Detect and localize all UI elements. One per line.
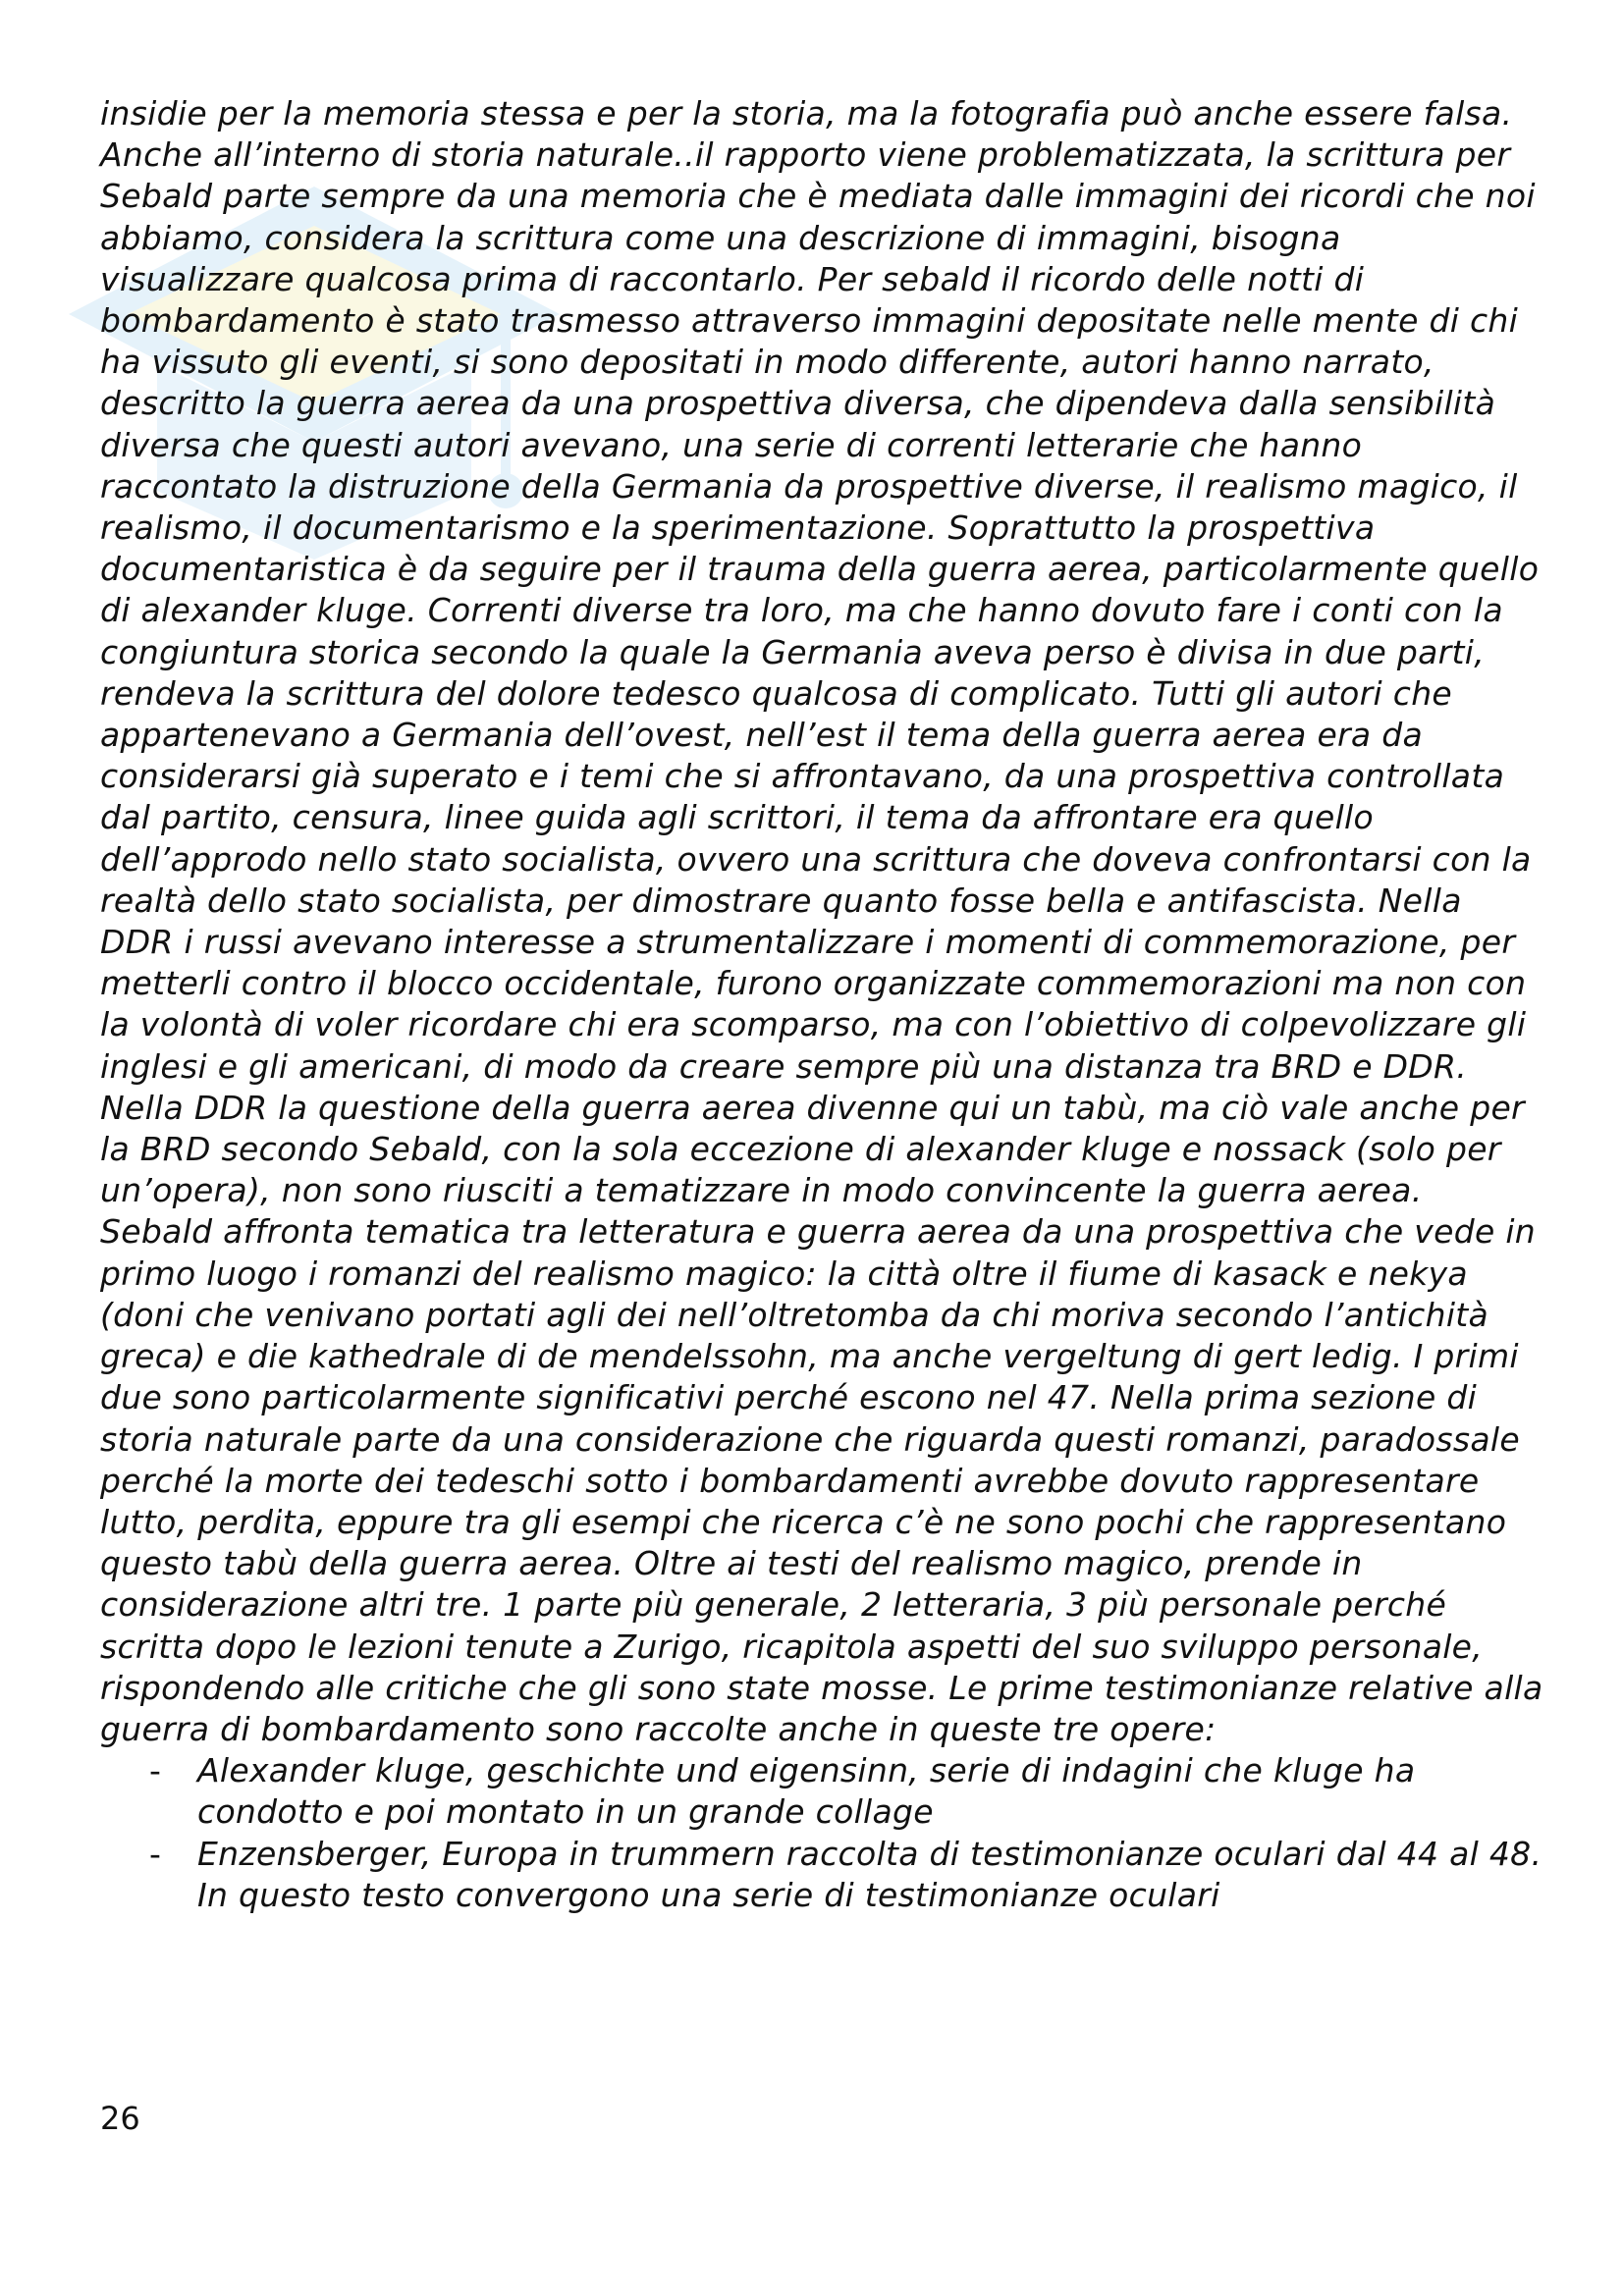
paragraph: Sebald affronta tematica tra letteratura e guerra aerea da una prospettiva che vede in primo luogo i romanzi del realismo magico: la città oltre il fiume di kasack e nekya (doni che venivano portati agli dei nell’oltretomba da chi moriva secondo l’antichità greca) e die kathedrale di de mendelssohn, ma anche vergeltung di gert ledig. I primi due sono particolarmente significativi perché escono nel 47. Nella prima sezione di storia naturale parte da una considerazione che riguarda questi romanzi, paradossale perché la morte dei tedeschi sotto i bombardamenti avrebbe dovuto rappresentare lutto, perdita, eppure tra gli esempi che ricerca c’è ne sono pochi che rappresentano questo tabù della guerra aerea. Oltre ai testi del realismo magico, prende in considerazione altri tre. 1 parte più generale, 2 letteraria, 3 più personale perché scritta dopo le lezioni tenute a Zurigo, ricapitola aspetti del suo sviluppo personale, rispondendo alle critiche che gli sono state mosse. Le prime testimonianze relative alla guerra di bombardamento sono raccolte anche in queste tre opere:	[100, 1212, 1543, 1748]
bullet-text: Alexander kluge, geschichte und eigensinn, serie di indagini che kluge ha condotto e poi montato in un grande collage	[197, 1751, 1416, 1832]
document-body	[100, 93, 1543, 1916]
page-number: 26	[100, 2100, 140, 2137]
bullet-list	[100, 1750, 1543, 1916]
paragraph: insidie per la memoria stessa e per la storia, ma la fotografia può anche essere falsa. Anche all’interno di storia naturale..il rapporto viene problematizzata, la scrittura per Sebald parte sempre da una memoria che è mediata dalle immagini dei ricordi che noi abbiamo, considera la scrittura come una descrizione di immagini, bisogna visualizzare qualcosa prima di raccontarlo. Per sebald il ricordo delle notti di bombardamento è stato trasmesso attraverso immagini depositate nelle mente di chi ha vissuto gli eventi, si sono depositati in modo differente, autori hanno narrato, descritto la guerra aerea da una prospettiva diversa, che dipendeva dalla sensibilità diversa che questi autori avevano, una serie di correnti letterarie che hanno raccontato la distruzione della Germania da prospettive diverse, il realismo magico, il realismo, il documentarismo e la sperimentazione. Soprattutto la prospettiva documentaristica è da seguire per il trauma della guerra aerea, particolarmente quello di alexander kluge. Correnti diverse tra loro, ma che hanno dovuto fare i conti con la congiuntura storica secondo la quale la Germania aveva perso è divisa in due parti, rendeva la scrittura del dolore tedesco qualcosa di complicato. Tutti gli autori che appartenevano a Germania dell’ovest, nell’est il tema della guerra aerea era da considerarsi già superato e i temi che si affrontavano, da una prospettiva controllata dal partito, censura, linee guida agli scrittori, il tema da affrontare era quello dell’approdo nello stato socialista, ovvero una scrittura che doveva confrontarsi con la realtà dello stato socialista, per dimostrare quanto fosse bella e antifascista. Nella DDR i russi avevano interesse a strumentalizzare i momenti di commemorazione, per metterli contro il blocco occidentale, furono organizzate commemorazioni ma non con la volontà di voler ricordare chi era scomparso, ma con l’obiettivo di colpevolizzare gli inglesi e gli americani, di modo da creare sempre più una distanza tra BRD e DDR. Nella DDR la questione della guerra aerea divenne qui un tabù, ma ciò vale anche per la BRD secondo Sebald, con la sola eccezione di alexander kluge e nossack (solo per un’opera), non sono riusciti a tematizzare in modo convincente la guerra aerea.	[100, 94, 1540, 1210]
bullet-item	[100, 1750, 1543, 1833]
bullet-marker: -	[149, 1751, 162, 1790]
bullet-marker: -	[149, 1834, 162, 1873]
bullet-item	[100, 1834, 1543, 1916]
bullet-text: Enzensberger, Europa in trummern raccolta di testimonianze oculari dal 44 al 48. In questo testo convergono una serie di testimonianze oculari	[197, 1834, 1542, 1914]
